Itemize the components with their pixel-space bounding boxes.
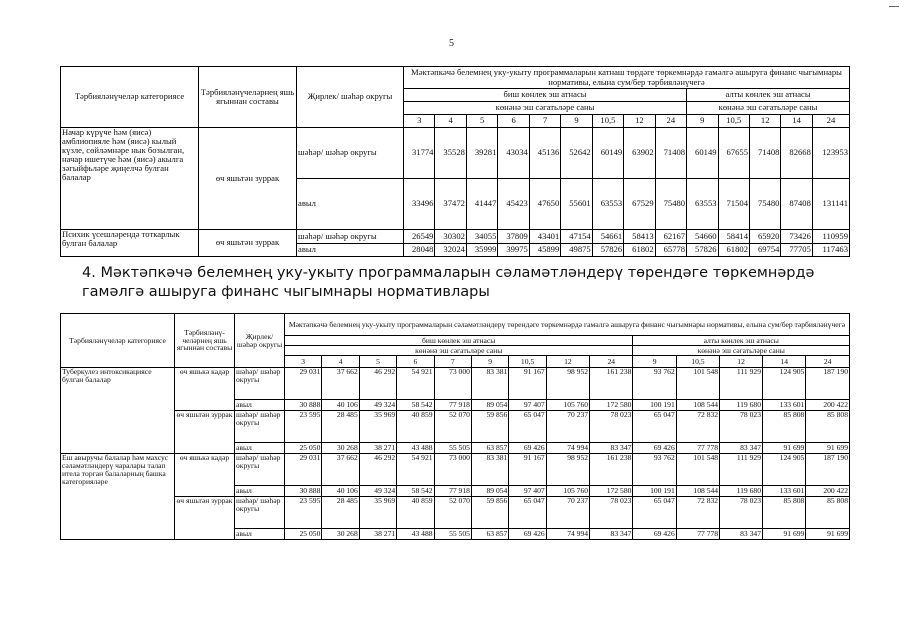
value-cell: 30 888: [285, 486, 322, 497]
value-cell: 70 237: [546, 411, 589, 443]
value-cell: 91 699: [806, 443, 850, 454]
value-cell: 46 292: [359, 454, 396, 486]
value-cell: 98 952: [546, 454, 589, 486]
value-cell: 200 422: [806, 486, 850, 497]
value-cell: 100 191: [633, 400, 676, 411]
header-hours-value: 14: [763, 356, 806, 368]
area-cell: авыл: [235, 529, 285, 540]
value-cell: 200 422: [806, 400, 850, 411]
value-cell: 83 347: [590, 443, 633, 454]
header-hours-value: 10,5: [676, 356, 719, 368]
value-cell: 54660: [687, 230, 718, 244]
value-cell: 133 601: [763, 486, 806, 497]
value-cell: 55 505: [434, 529, 471, 540]
value-cell: 187 190: [806, 368, 850, 400]
value-cell: 49 324: [359, 400, 396, 411]
header-hours-value: 12: [720, 356, 763, 368]
value-cell: 75480: [655, 179, 686, 230]
value-cell: 73 000: [434, 454, 471, 486]
value-cell: 62167: [655, 230, 686, 244]
value-cell: 74 994: [546, 443, 589, 454]
value-cell: 91 699: [806, 529, 850, 540]
header-hours-six: көнәнә эш сәгатьләре саны: [633, 346, 850, 356]
value-cell: 72 832: [676, 411, 719, 443]
header-hours-value: 24: [590, 356, 633, 368]
area-cell: авыл: [235, 400, 285, 411]
value-cell: 49 324: [359, 486, 396, 497]
value-cell: 97 407: [509, 486, 546, 497]
header-hours-value: 6: [397, 356, 434, 368]
header-five-day-week: биш көнлек эш атнасы: [404, 89, 687, 102]
value-cell: 161 238: [590, 368, 633, 400]
value-cell: 123953: [812, 128, 849, 179]
value-cell: 91 167: [509, 368, 546, 400]
value-cell: 45423: [498, 179, 529, 230]
value-cell: 172 580: [590, 486, 633, 497]
value-cell: 41447: [466, 179, 497, 230]
header-norms-title: Мәктәпкәчә белемнең уку-укыту программаларын сәламәтләндерү төрендәге төркемнәрдә гамәлгә ашыруга финанс чыгымнары нормативы, елына сум/бер тәрбияләнүчегә: [285, 314, 850, 336]
value-cell: 40 106: [322, 486, 359, 497]
value-cell: 89 054: [471, 486, 508, 497]
area-cell: шәһәр/ шәһәр округы: [235, 411, 285, 443]
corner-mark: [889, 6, 899, 7]
value-cell: 37 662: [322, 454, 359, 486]
value-cell: 29 031: [285, 368, 322, 400]
value-cell: 46 292: [359, 368, 396, 400]
value-cell: 35999: [466, 244, 497, 257]
value-cell: 91 167: [509, 454, 546, 486]
value-cell: 77 918: [434, 486, 471, 497]
value-cell: 97 407: [509, 400, 546, 411]
value-cell: 83 347: [720, 529, 763, 540]
value-cell: 54661: [592, 230, 623, 244]
value-cell: 87408: [781, 179, 812, 230]
header-hours-value: 24: [812, 115, 849, 128]
age-cell: өч яшькә кадәр: [175, 368, 235, 411]
value-cell: 70 237: [546, 497, 589, 529]
header-hours-value: 24: [806, 356, 850, 368]
header-age: Тәрбияләнүчеләрнең яшь ягыннан составы: [199, 67, 297, 128]
value-cell: 33496: [404, 179, 435, 230]
value-cell: 89 054: [471, 400, 508, 411]
header-hours-value: 10,5: [509, 356, 546, 368]
value-cell: 43034: [498, 128, 529, 179]
age-cell: өч яшьтән зуррак: [175, 411, 235, 454]
value-cell: 52 070: [434, 411, 471, 443]
value-cell: 93 762: [633, 368, 676, 400]
header-hours-value: 10,5: [592, 115, 623, 128]
value-cell: 37472: [435, 179, 466, 230]
value-cell: 65 047: [633, 497, 676, 529]
value-cell: 63553: [687, 179, 718, 230]
value-cell: 83 347: [590, 529, 633, 540]
value-cell: 61802: [718, 244, 749, 257]
value-cell: 108 544: [676, 486, 719, 497]
value-cell: 69 426: [633, 529, 676, 540]
value-cell: 119 680: [720, 486, 763, 497]
header-hours-value: 12: [749, 115, 780, 128]
value-cell: 172 580: [590, 400, 633, 411]
value-cell: 26549: [404, 230, 435, 244]
value-cell: 85 808: [806, 411, 850, 443]
header-hours-value: 5: [359, 356, 396, 368]
value-cell: 78 023: [720, 411, 763, 443]
value-cell: 28048: [404, 244, 435, 257]
header-row: [61, 67, 850, 89]
value-cell: 58414: [718, 230, 749, 244]
value-cell: 69 426: [633, 443, 676, 454]
value-cell: 73426: [781, 230, 812, 244]
value-cell: 101 548: [676, 368, 719, 400]
header-hours-value: 12: [624, 115, 655, 128]
value-cell: 65920: [749, 230, 780, 244]
header-hours-value: 4: [322, 356, 359, 368]
header-norms-title: Мәктәпкәчә белемнең уку-укыту программаларын катнаш төрдәге төркемнәрдә гамәлгә ашыруга финанс чыгымнары нормативы, елына сум/бер тәрбияләнүчегә: [404, 67, 850, 89]
value-cell: 105 760: [546, 400, 589, 411]
value-cell: 37 662: [322, 368, 359, 400]
value-cell: 47650: [529, 179, 560, 230]
value-cell: 161 238: [590, 454, 633, 486]
value-cell: 77705: [781, 244, 812, 257]
value-cell: 98 952: [546, 368, 589, 400]
value-cell: 45136: [529, 128, 560, 179]
value-cell: 49875: [561, 244, 592, 257]
header-hours-value: 9: [633, 356, 676, 368]
value-cell: 31774: [404, 128, 435, 179]
value-cell: 40 859: [397, 497, 434, 529]
value-cell: 38 271: [359, 443, 396, 454]
area-cell: шәһәр/ шәһәр округы: [235, 497, 285, 529]
value-cell: 57826: [687, 244, 718, 257]
value-cell: 35 969: [359, 411, 396, 443]
header-six-day-week: алты көнлек эш атнасы: [633, 336, 850, 346]
value-cell: 124 905: [763, 368, 806, 400]
header-hours-value: 4: [435, 115, 466, 128]
value-cell: 78 023: [590, 497, 633, 529]
value-cell: 29 031: [285, 454, 322, 486]
category-cell: Еш авыручы балалар һәм махсус сәламәтләндерү чаралары талап итела торган балаларның башка категорияләре: [61, 454, 175, 540]
value-cell: 52 070: [434, 497, 471, 529]
value-cell: 59 856: [471, 411, 508, 443]
value-cell: 100 191: [633, 486, 676, 497]
norms-table-health-groups: [60, 313, 850, 540]
value-cell: 69 426: [509, 529, 546, 540]
header-category: Тәрбияләнүчеләр категориясе: [61, 67, 199, 128]
header-five-day-week: биш көнлек эш атнасы: [285, 336, 633, 346]
value-cell: 108 544: [676, 400, 719, 411]
value-cell: 63 857: [471, 529, 508, 540]
value-cell: 77 918: [434, 400, 471, 411]
value-cell: 77 778: [676, 443, 719, 454]
value-cell: 40 106: [322, 400, 359, 411]
value-cell: 43 488: [397, 529, 434, 540]
value-cell: 60149: [592, 128, 623, 179]
value-cell: 83 347: [720, 443, 763, 454]
value-cell: 73 000: [434, 368, 471, 400]
value-cell: 55 505: [434, 443, 471, 454]
value-cell: 39975: [498, 244, 529, 257]
value-cell: 187 190: [806, 454, 850, 486]
value-cell: 35528: [435, 128, 466, 179]
category-cell: Психик үсешләрендә тоткарлык булган балалар: [61, 230, 199, 257]
header-hours-value: 9: [471, 356, 508, 368]
age-cell: өч яшьтән зуррак: [175, 497, 235, 540]
value-cell: 25 050: [285, 443, 322, 454]
value-cell: 110959: [812, 230, 849, 244]
value-cell: 52642: [561, 128, 592, 179]
value-cell: 85 808: [806, 497, 850, 529]
value-cell: 75480: [749, 179, 780, 230]
table-row: [61, 411, 850, 443]
value-cell: 65 047: [633, 411, 676, 443]
value-cell: 54 921: [397, 454, 434, 486]
value-cell: 72 832: [676, 497, 719, 529]
value-cell: 63902: [624, 128, 655, 179]
value-cell: 77 778: [676, 529, 719, 540]
header-hours-value: 6: [498, 115, 529, 128]
value-cell: 65 047: [509, 497, 546, 529]
value-cell: 23 595: [285, 411, 322, 443]
header-hours-value: 3: [404, 115, 435, 128]
page-number: 5: [449, 38, 454, 49]
value-cell: 59 856: [471, 497, 508, 529]
value-cell: 63553: [592, 179, 623, 230]
header-six-day-week: алты көнлек эш атнасы: [687, 89, 850, 102]
value-cell: 85 808: [763, 497, 806, 529]
value-cell: 28 485: [322, 497, 359, 529]
value-cell: 35 969: [359, 497, 396, 529]
value-cell: 38 271: [359, 529, 396, 540]
header-row: [61, 314, 850, 336]
value-cell: 82668: [781, 128, 812, 179]
value-cell: 45899: [529, 244, 560, 257]
value-cell: 105 760: [546, 486, 589, 497]
category-cell: Туберкулез интоксикациясе булган балалар: [61, 368, 175, 454]
value-cell: 78 023: [720, 497, 763, 529]
value-cell: 119 680: [720, 400, 763, 411]
value-cell: 23 595: [285, 497, 322, 529]
value-cell: 131141: [812, 179, 849, 230]
area-cell: шәһәр/ шәһәр округы: [235, 454, 285, 486]
value-cell: 25 050: [285, 529, 322, 540]
value-cell: 54 921: [397, 368, 434, 400]
header-age: Тәрбияләнү-челәрнең яшь ягыннан составы: [175, 314, 235, 368]
header-hours-value: 14: [781, 115, 812, 128]
value-cell: 61802: [624, 244, 655, 257]
category-cell: Начар күрүче һәм (яисә) амблиопияле һәм (яисә) кылый күзле, сөйләмнәре нык бозылган, начар ишетүче һәм (яисә) акылга зәгыйфьләре җиңелчә булган балалар: [61, 128, 199, 230]
value-cell: 69754: [749, 244, 780, 257]
header-hours-value: 7: [529, 115, 560, 128]
value-cell: 32024: [435, 244, 466, 257]
value-cell: 58413: [624, 230, 655, 244]
norms-table-mixed-groups: [60, 66, 850, 257]
value-cell: 83 381: [471, 368, 508, 400]
header-hours-value: 9: [561, 115, 592, 128]
header-hours-value: 3: [285, 356, 322, 368]
value-cell: 65778: [655, 244, 686, 257]
area-cell: авыл: [235, 443, 285, 454]
header-hours-value: 7: [434, 356, 471, 368]
header-hours-value: 24: [655, 115, 686, 128]
value-cell: 71504: [718, 179, 749, 230]
table-row: [61, 497, 850, 529]
value-cell: 30302: [435, 230, 466, 244]
area-cell: авыл: [297, 244, 404, 257]
value-cell: 47154: [561, 230, 592, 244]
table-row: [61, 128, 850, 179]
value-cell: 83 381: [471, 454, 508, 486]
value-cell: 124 905: [763, 454, 806, 486]
value-cell: 133 601: [763, 400, 806, 411]
table-row: [61, 368, 850, 400]
header-area: Җирлек/ шәһәр округы: [235, 314, 285, 368]
area-cell: авыл: [235, 486, 285, 497]
value-cell: 30 268: [322, 443, 359, 454]
table-row: [61, 230, 850, 244]
value-cell: 58 542: [397, 486, 434, 497]
value-cell: 58 542: [397, 400, 434, 411]
age-cell: өч яшьтән зуррак: [199, 128, 297, 230]
value-cell: 60149: [687, 128, 718, 179]
header-category: Тәрбияләнүчеләр категориясе: [61, 314, 175, 368]
area-cell: шәһәр/ шәһәр округы: [235, 368, 285, 400]
value-cell: 57826: [592, 244, 623, 257]
value-cell: 30 888: [285, 400, 322, 411]
header-hours-five: көнәнә эш сәгатьләре саны: [285, 346, 633, 356]
value-cell: 37809: [498, 230, 529, 244]
value-cell: 28 485: [322, 411, 359, 443]
value-cell: 55601: [561, 179, 592, 230]
value-cell: 67529: [624, 179, 655, 230]
value-cell: 111 929: [720, 368, 763, 400]
age-cell: өч яшьтән зуррак: [199, 230, 297, 257]
header-hours-value: 12: [546, 356, 589, 368]
value-cell: 93 762: [633, 454, 676, 486]
table-row: [61, 454, 850, 486]
value-cell: 117463: [812, 244, 849, 257]
value-cell: 111 929: [720, 454, 763, 486]
area-cell: шәһәр/ шәһәр округы: [297, 230, 404, 244]
area-cell: шәһәр/ шәһәр округы: [297, 128, 404, 179]
value-cell: 63 857: [471, 443, 508, 454]
value-cell: 101 548: [676, 454, 719, 486]
value-cell: 39281: [466, 128, 497, 179]
area-cell: авыл: [297, 179, 404, 230]
value-cell: 74 994: [546, 529, 589, 540]
value-cell: 91 699: [763, 443, 806, 454]
value-cell: 34055: [466, 230, 497, 244]
header-hours-six: көнәнә эш сәгатьләре саны: [687, 102, 850, 115]
value-cell: 30 268: [322, 529, 359, 540]
section-title: 4. Мәктәпкәчә белемнең уку-укыту программаларын сәламәтләндерү төрендәге төркемнәрдә гамәлгә ашыруга финанс чыгымнары нормативлары: [82, 265, 815, 300]
header-area: Җирлек/ шәһәр округы: [297, 67, 404, 128]
value-cell: 40 859: [397, 411, 434, 443]
value-cell: 43 488: [397, 443, 434, 454]
value-cell: 71408: [749, 128, 780, 179]
age-cell: өч яшькә кадәр: [175, 454, 235, 497]
value-cell: 91 699: [763, 529, 806, 540]
value-cell: 65 047: [509, 411, 546, 443]
value-cell: 43401: [529, 230, 560, 244]
value-cell: 85 808: [763, 411, 806, 443]
value-cell: 78 023: [590, 411, 633, 443]
header-hours-value: 5: [466, 115, 497, 128]
value-cell: 69 426: [509, 443, 546, 454]
header-hours-value: 9: [687, 115, 718, 128]
value-cell: 67655: [718, 128, 749, 179]
header-hours-five: көнәнә эш сәгатьләре саны: [404, 102, 687, 115]
header-hours-value: 10,5: [718, 115, 749, 128]
value-cell: 71408: [655, 128, 686, 179]
